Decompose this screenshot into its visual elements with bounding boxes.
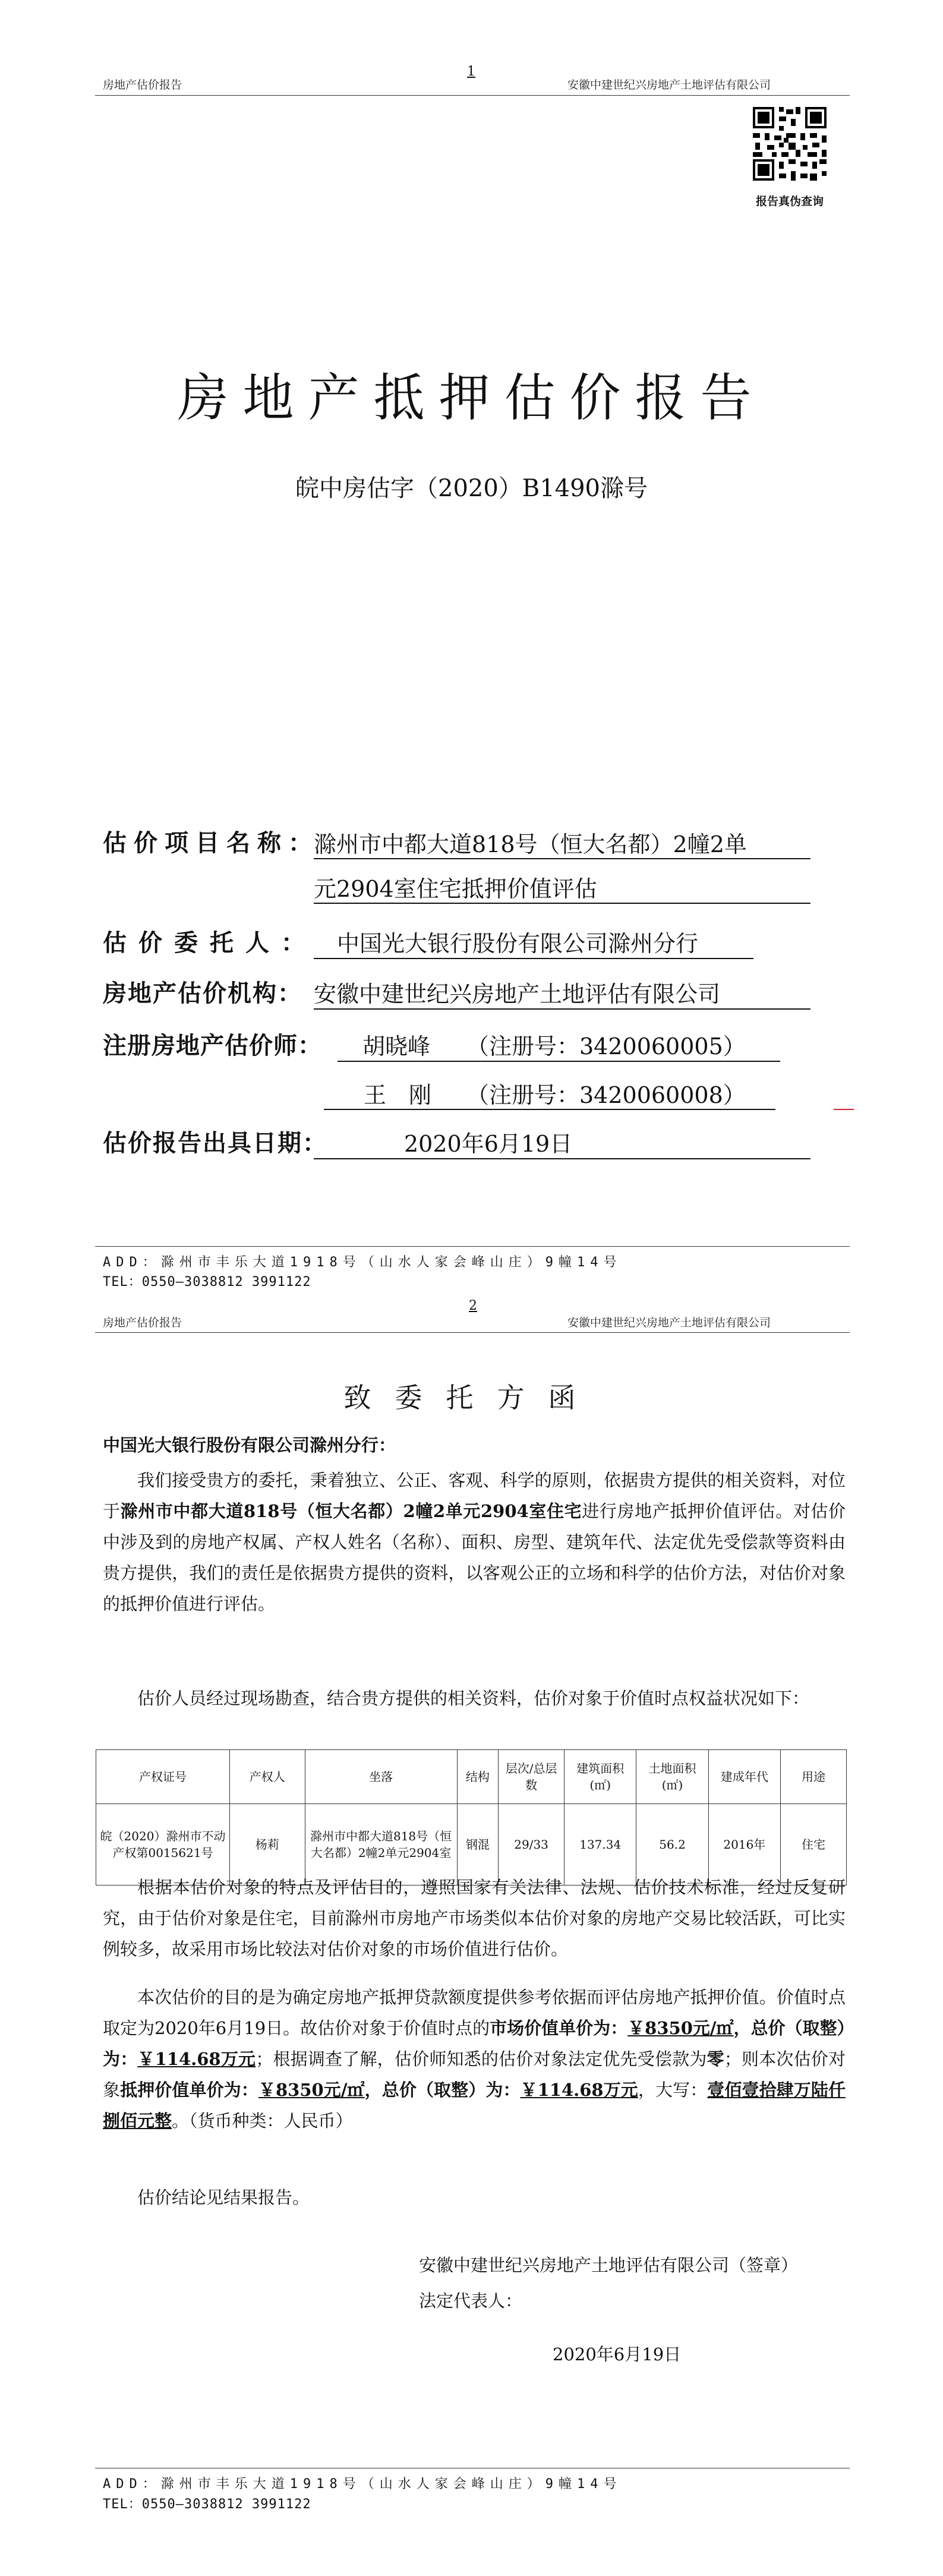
p1-text-a: 我们接受贵方的委托，秉着独立、公正、客观、科学的原则，依据贵方提供的相关资料，对位于 [103,1470,846,1521]
client-label: 估价委托人： [103,929,317,957]
letter-title: 致委托方函 [343,1382,600,1414]
page2-header-left: 房地产估价报告 [103,1316,182,1329]
table-header: 坐落 [305,1750,457,1804]
page1-footer-tel: TEL：0550—3038812 3991122 [103,1275,311,1289]
p4-text-a: 本次估价的目的是为确定房地产抵押贷款额度提供参考依据而评估房地产抵押价值。价值时点取定为2020年6月19日。故估价对象于价值时点的 [103,1987,846,2038]
project-value-line2: 元2904室住宅抵押价值评估 [314,876,597,902]
p4-mortgage-unit-price: ￥8350元/㎡ [258,2080,365,2100]
project-underline-2 [314,903,810,904]
signature-legal-rep: 法定代表人： [419,2291,523,2311]
table-cell: 皖（2020）滁州市不动产权第0015621号 [96,1804,230,1886]
page1-header-right: 安徽中建世纪兴房地产土地评估有限公司 [567,78,771,92]
paragraph-5: 估价结论见结果报告。 [137,2187,310,2208]
project-underline-1 [314,858,810,859]
report-title: 房地产抵押估价报告 [177,368,766,428]
paragraph-4 [103,1982,846,2136]
p4-mortgage-total: ￥114.68万元 [520,2080,638,2100]
table-header: 产权证号 [96,1750,230,1804]
p4-text-f: ；根据调查了解，估价师知悉的估价对象法定优先受偿款为 [256,2049,707,2069]
appraiser2-underline [324,1109,775,1110]
appraiser1-underline [338,1061,780,1062]
page1-header-left: 房地产估价报告 [103,78,182,92]
p4-market-unit-price: ￥8350元/㎡ [627,2018,734,2038]
page2-header-right: 安徽中建世纪兴房地产土地评估有限公司 [567,1316,771,1329]
table-header: 建筑面积(㎡) [564,1750,636,1804]
paragraph-3: 根据本估价对象的特点及评估目的，遵照国家有关法律、法规、估价技术标准，经过反复研究，由于估价对象是住宅，目前滁州市房地产市场类似本估价对象的房地产交易比较活跃，可比实例较多，故采用市场比较法对估价对象的市场价值进行估价。 [103,1877,846,1959]
table-cell: 29/33 [499,1804,564,1886]
p4-market-total: ￥114.68万元 [137,2049,256,2069]
table-header: 土地面积(㎡) [636,1750,708,1804]
table-header: 建成年代 [708,1750,780,1804]
p4-market-label: 市场价值单价为： [490,2018,628,2038]
p4-text-h: ；则本次估价对象 [103,2049,846,2100]
date-value: 2020年6月19日 [404,1131,573,1157]
table-header: 产权人 [230,1750,305,1804]
table-cell: 钢混 [457,1804,498,1886]
p4-mortgage-label: 抵押价值单价为： [120,2080,258,2100]
table-cell: 住宅 [781,1804,847,1886]
table-cell: 2016年 [708,1804,780,1886]
date-underline [314,1158,810,1159]
page2-number: 2 [469,1298,477,1313]
table-cell: 137.34 [564,1804,636,1886]
agency-value: 安徽中建世纪兴房地产土地评估有限公司 [314,981,721,1007]
date-label: 估价报告出具日期： [103,1129,327,1157]
p1-text-c: 进行房地产抵押价值评估。对估价中涉及到的房地产权属、产权人姓名（名称）、面积、房型、建筑年代、法定优先受偿款等资料由贵方提供，我们的责任是依据贵方提供的资料，以客观公正的立场和科学的估价方法，对估价对象的抵押价值进行评估。 [103,1501,846,1614]
table-header: 用途 [781,1750,847,1804]
client-underline [314,958,753,959]
table-cell: 滁州市中都大道818号（恒大名都）2幢2单元2904室 [305,1804,457,1886]
appraiser1-reg: （注册号：3420060005） [466,1033,746,1060]
project-label: 估价项目名称： [103,829,319,857]
property-rights-table [96,1749,847,1886]
salutation: 中国光大银行股份有限公司滁州分行： [103,1435,396,1455]
paragraph-1 [103,1465,846,1619]
table-cell: 杨莉 [230,1804,305,1886]
page2-footer-address: ADD：滁州市丰乐大道1918号（山水人家会峰山庄）9幢14号 [103,2477,622,2492]
qr-code-icon[interactable] [750,105,829,183]
p4-priority-amount: 零 [707,2049,724,2069]
page1-number: 1 [467,64,475,79]
paragraph-2: 估价人员经过现场勘查，结合贵方提供的相关资料，估价对象于价值时点权益状况如下： [137,1688,810,1708]
page2-footer-tel: TEL：0550—3038812 3991122 [103,2497,311,2512]
appraiser1-name: 胡晓峰 [362,1033,431,1060]
appraiser2-reg: （注册号：3420060008） [466,1082,746,1108]
page2-header-rule [95,1332,850,1333]
project-value-line1: 滁州市中都大道818号（恒大名都）2幢2单 [314,831,747,857]
red-mark [834,1109,854,1110]
page1-footer-address: ADD：滁州市丰乐大道1918号（山水人家会峰山庄）9幢14号 [103,1255,622,1270]
table-cell: 56.2 [636,1804,708,1886]
p4-text-m: ，大写： [638,2080,708,2100]
agency-label: 房地产估价机构： [103,979,302,1007]
p1-property-address: 滁州市中都大道818号（恒大名都）2幢2单元2904室住宅 [120,1501,582,1521]
appraiser-label: 注册房地产估价师： [103,1032,322,1060]
qr-caption: 报告真伪查询 [756,195,824,208]
agency-underline [314,1008,810,1010]
p4-text-o: 。（货币种类：人民币） [172,2111,353,2131]
client-value: 中国光大银行股份有限公司滁州分行 [337,931,699,957]
page1-footer-rule [95,1246,850,1247]
table-header: 层次/总层数 [499,1750,564,1804]
signature-date: 2020年6月19日 [553,2344,682,2364]
p4-mortgage-total-label: ，总价（取整）为： [364,2080,521,2100]
document-number: 皖中房估字（2020）B1490滁号 [295,475,648,502]
appraiser2-name: 王 刚 [364,1082,432,1108]
page1-header-rule [95,95,850,96]
p4-amount-in-words: 壹佰壹拾肆万陆仟捌佰元整 [103,2080,846,2131]
signature-company: 安徽中建世纪兴房地产土地评估有限公司（签章） [419,2255,799,2275]
table-header-row [96,1750,847,1804]
p4-market-total-label: ，总价（取整）为： [103,2018,846,2069]
table-header: 结构 [457,1750,498,1804]
